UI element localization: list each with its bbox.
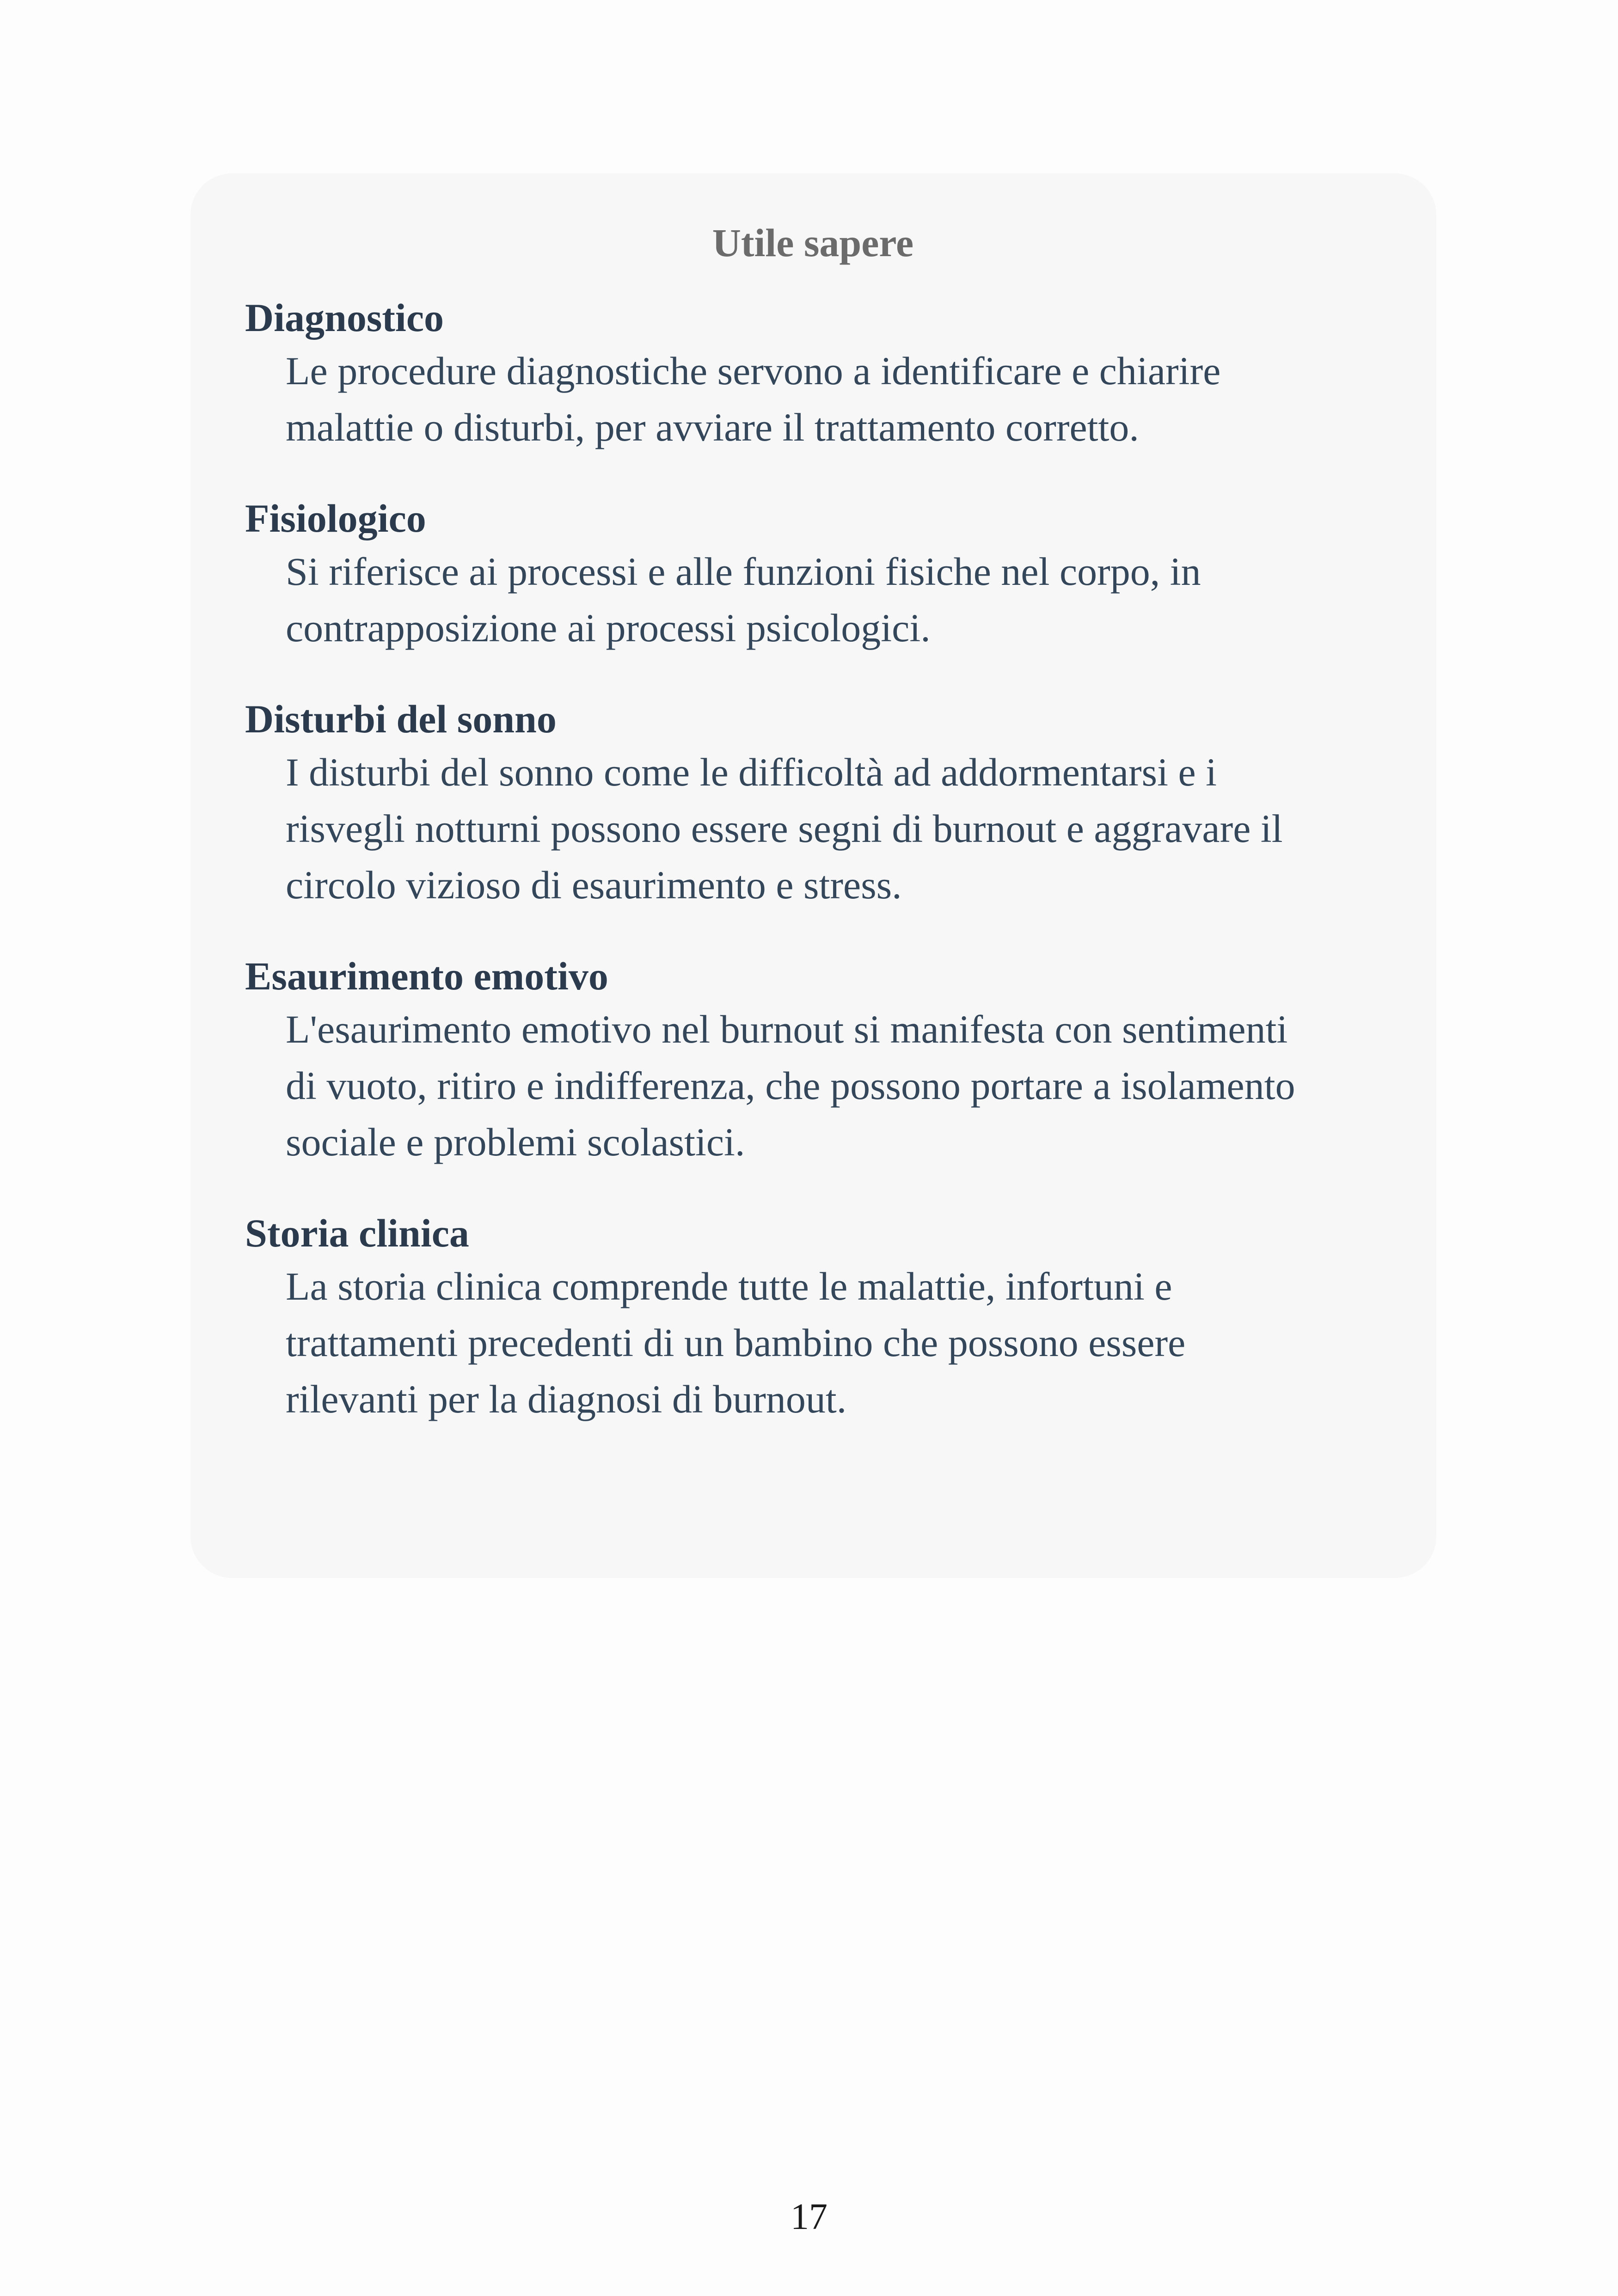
entry-definition: [286, 343, 1395, 455]
info-box: [190, 173, 1436, 1578]
definition-line: Le procedure diagnostiche servono a identificare e chiarire: [286, 349, 1221, 393]
entry-term: Storia clinica: [245, 1211, 469, 1255]
entry-definition: [286, 744, 1395, 913]
entry-definition: [286, 543, 1395, 656]
entry-definition: [286, 1001, 1395, 1170]
definition-line: La storia clinica comprende tutte le malattie, infortuni e: [286, 1264, 1172, 1308]
definition-line: contrapposizione ai processi psicologici.: [286, 606, 931, 650]
definition-line: circolo vizioso di esaurimento e stress.: [286, 863, 902, 907]
definition-line: malattie o disturbi, per avviare il trattamento corretto.: [286, 405, 1139, 449]
definition-line: risvegli notturni possono essere segni di burnout e aggravare il: [286, 806, 1283, 851]
definition-line: I disturbi del sonno come le difficoltà ad addormentarsi e i: [286, 750, 1217, 794]
definition-line: di vuoto, ritiro e indifferenza, che possono portare a isolamento: [286, 1063, 1295, 1108]
glossary-entry: [245, 493, 1381, 656]
definition-line: Si riferisce ai processi e alle funzioni fisiche nel corpo, in: [286, 549, 1201, 594]
entry-term: Diagnostico: [245, 295, 444, 340]
page-number: 17: [791, 2197, 827, 2237]
glossary-entry: [245, 694, 1381, 913]
glossary-entry: [245, 1208, 1381, 1427]
glossary-entry: [245, 293, 1381, 455]
definition-line: trattamenti precedenti di un bambino che possono essere: [286, 1320, 1186, 1365]
definition-line: rilevanti per la diagnosi di burnout.: [286, 1377, 847, 1421]
entry-term: Esaurimento emotivo: [245, 954, 608, 998]
definition-line: L'esaurimento emotivo nel burnout si manifesta con sentimenti: [286, 1007, 1288, 1051]
entry-term: Disturbi del sonno: [245, 697, 557, 741]
entry-definition: [286, 1258, 1395, 1427]
entry-term: Fisiologico: [245, 496, 426, 540]
box-title: Utile sapere: [712, 221, 914, 265]
definition-line: sociale e problemi scolastici.: [286, 1120, 745, 1164]
glossary-entry: [245, 951, 1381, 1170]
